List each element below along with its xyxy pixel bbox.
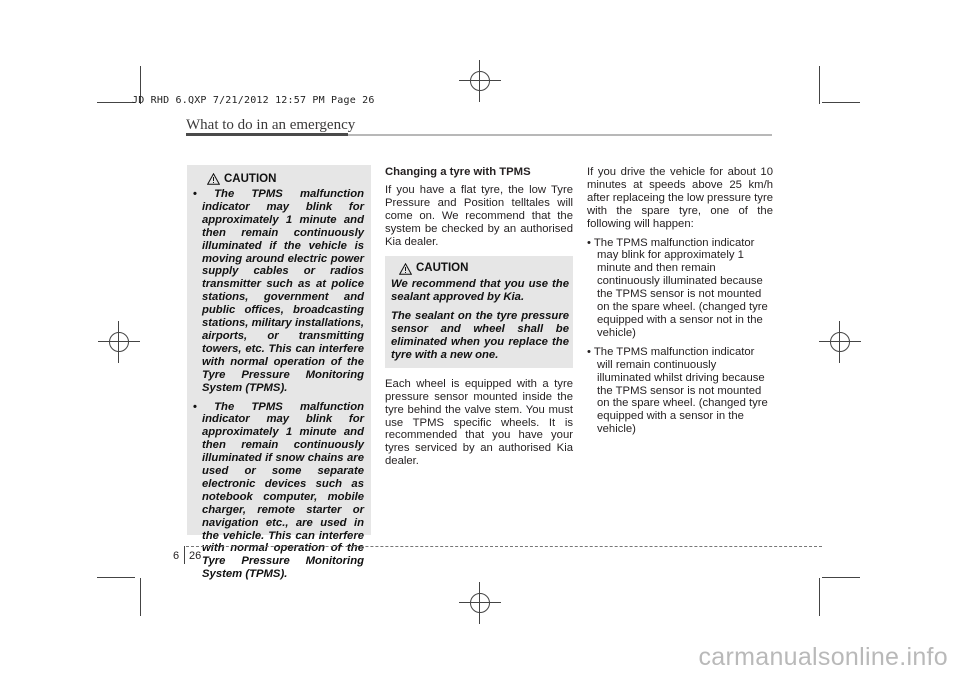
paragraph: If you drive the vehicle for about 10 minutes at speeds above 25 km/h after replaceing the low pressure tyre with the spare tyre, one of the following will happen:: [587, 166, 773, 230]
bullet-item: • The TPMS malfunction indicator may blink for approximately 1 minute and then remain continuously illuminated because the TPMS sensor is not mounted on the spare wheel. (changed tyre equipped with a sensor not in the vehicle): [587, 237, 773, 340]
caution-list: [193, 188, 364, 581]
caution-heading: [391, 262, 569, 275]
crop-mark: [140, 578, 141, 616]
page-number: 26: [189, 550, 202, 562]
caution-heading-label: CAUTION: [416, 262, 469, 275]
footer-divider: [184, 546, 185, 564]
title-bar: [186, 133, 348, 136]
crop-mark: [97, 102, 135, 103]
crop-mark: [819, 578, 820, 616]
caution-item: • The TPMS malfunction indicator may blink for approximately 1 minute and then remain continuously illuminated if the vehicle is moving around electric power supply cables or radios transmitter such as at police stations, government and public offices, broadcasting stations, military installations, airports, or transmitting towers, etc. This can interfere with normal operation of the Tyre Pressure Monitoring System (TPMS).: [193, 188, 364, 395]
caution-heading: [193, 173, 364, 185]
bullet-list: [587, 237, 773, 437]
registration-mark-bottom: [467, 590, 493, 616]
crop-mark: [819, 66, 820, 104]
caution-heading-label: CAUTION: [224, 173, 277, 185]
middle-column: [385, 166, 573, 474]
warning-triangle-icon: [399, 263, 412, 275]
section-title: What to do in an emergency: [186, 117, 356, 133]
print-slug: JD RHD 6.QXP 7/21/2012 12:57 PM Page 26: [132, 95, 375, 106]
crop-mark: [97, 577, 135, 578]
chapter-number: 6: [173, 550, 180, 562]
crop-mark: [822, 577, 860, 578]
section-subheading: Changing a tyre with TPMS: [385, 166, 531, 178]
right-column: [587, 166, 773, 442]
caution-item: • The TPMS malfunction indicator may blink for approximately 1 minute and then remain continuously illuminated if snow chains are used or some separate electronic devices such as notebook computer, mobile charger, remote starter or navigation etc., are used in the vehicle. This can interfere with normal operation of the Tyre Pressure Monitoring System (TPMS).: [193, 401, 364, 582]
registration-mark-right: [827, 329, 853, 355]
caution-box-middle: [385, 256, 573, 367]
title-rule: [348, 134, 772, 136]
paragraph: Each wheel is equipped with a tyre pressure sensor mounted inside the tyre behind the valve stem. You must use TPMS specific wheels. It is recommended that you have your tyres serviced by an authorised Kia dealer.: [385, 377, 573, 468]
paragraph: If you have a flat tyre, the low Tyre Pressure and Position telltales will come on. We recommend that the system be checked by an authorised Kia dealer.: [385, 183, 573, 248]
footer-rule: [186, 546, 822, 547]
registration-mark-top: [467, 68, 493, 94]
watermark: carmanualsonline.info: [698, 643, 948, 671]
registration-mark-left: [106, 329, 132, 355]
crop-mark: [822, 102, 860, 103]
caution-paragraph: The sealant on the tyre pressure sensor and wheel shall be eliminated when you replace the tyre with a new one.: [391, 310, 569, 361]
bullet-item: • The TPMS malfunction indicator will remain continuously illuminated whilst driving because the TPMS sensor is not mounted on the spare wheel. (changed tyre equipped with a sensor in the vehicle): [587, 346, 773, 436]
warning-triangle-icon: [207, 173, 220, 185]
caution-paragraph: We recommend that you use the sealant approved by Kia.: [391, 278, 569, 304]
